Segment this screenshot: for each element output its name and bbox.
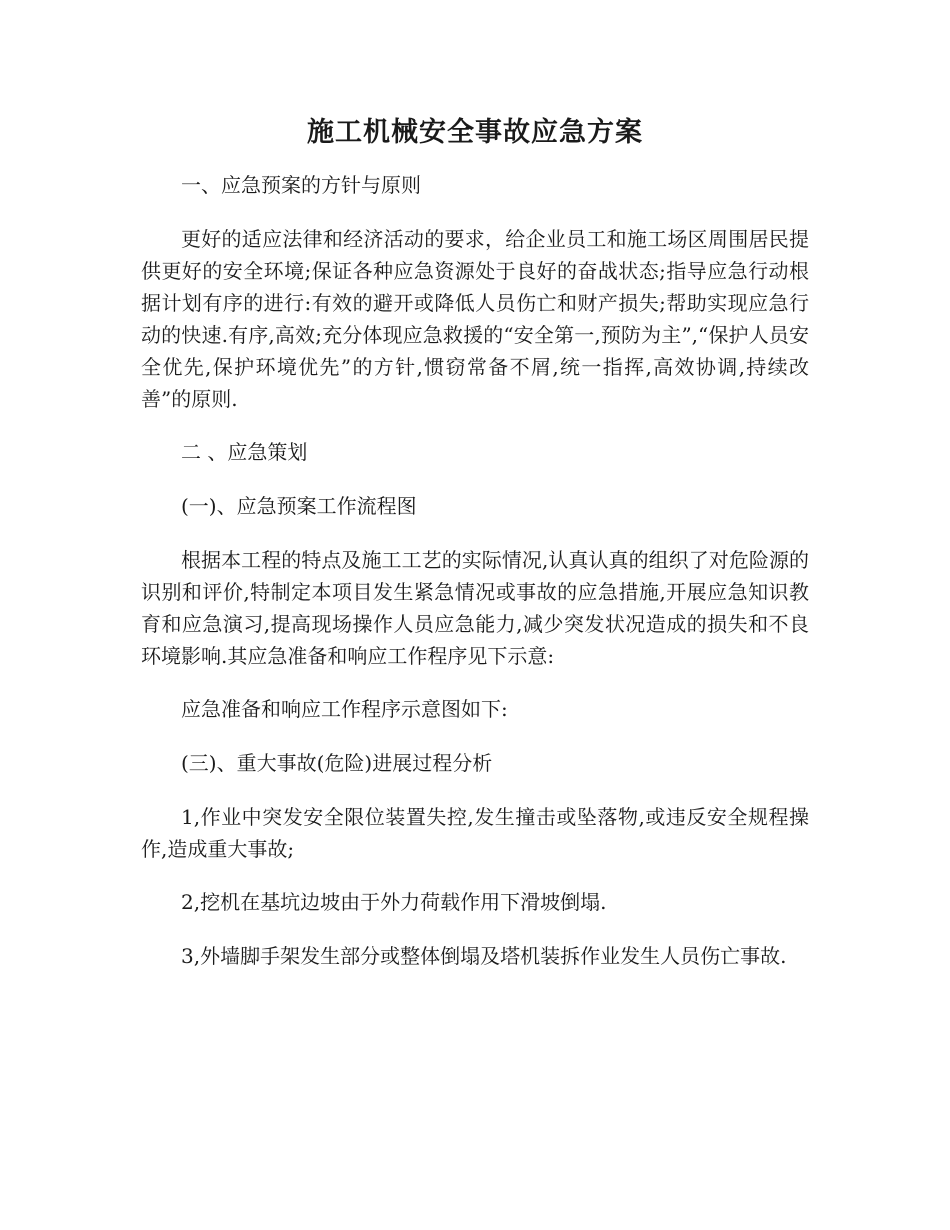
document-title: 施工机械安全事故应急方案 bbox=[307, 117, 643, 148]
subsection-heading-flowchart: (一)、应急预案工作流程图 bbox=[181, 494, 417, 518]
document-page bbox=[141, 110, 809, 972]
subsection-heading-analysis: (三)、重大事故(危险)进展过程分析 bbox=[181, 751, 493, 775]
section-heading-planning: 二 、应急策划 bbox=[181, 440, 308, 464]
list-item-3: 3,外墙脚手架发生部分或整体倒塌及塔机装拆作业发生人员伤亡事故. bbox=[181, 944, 787, 968]
section-heading-principles: 一、应急预案的方针与原则 bbox=[181, 173, 421, 197]
list-item-2: 2,挖机在基坑边坡由于外力荷载作用下滑坡倒塌. bbox=[181, 890, 607, 914]
paragraph-principles: 更好的适应法律和经济活动的要求，给企业员工和施工场区周围居民提供更好的安全环境;保证各种应急资源处于良好的奋战状态;指导应急行动根据计划有序的进行:有效的避开或降低人员伤亡和财产损失;帮助实现应急行动的快速.有序,高效;充分体现应急救援的“安全第一,预防为主”,“保护人员安全优先,保护环境优先”的方针,惯窃常备不屑,统一指挥,高效协调,持续改善”的原则. bbox=[141, 227, 809, 411]
paragraph-flowchart: 根据本工程的特点及施工工艺的实际情况,认真认真的组织了对危险源的识别和评价,特制定本项目发生紧急情况或事故的应急措施,开展应急知识教育和应急演习,提高现场操作人员应急能力,减少突发状况造成的损失和不良环境影响.其应急准备和响应工作程序见下示意: bbox=[141, 548, 809, 668]
paragraph-diagram-intro: 应急准备和响应工作程序示意图如下: bbox=[181, 697, 508, 721]
list-item-1: 1,作业中突发安全限位装置失控,发生撞击或坠落物,或违反安全规程操作,造成重大事故; bbox=[141, 805, 809, 861]
